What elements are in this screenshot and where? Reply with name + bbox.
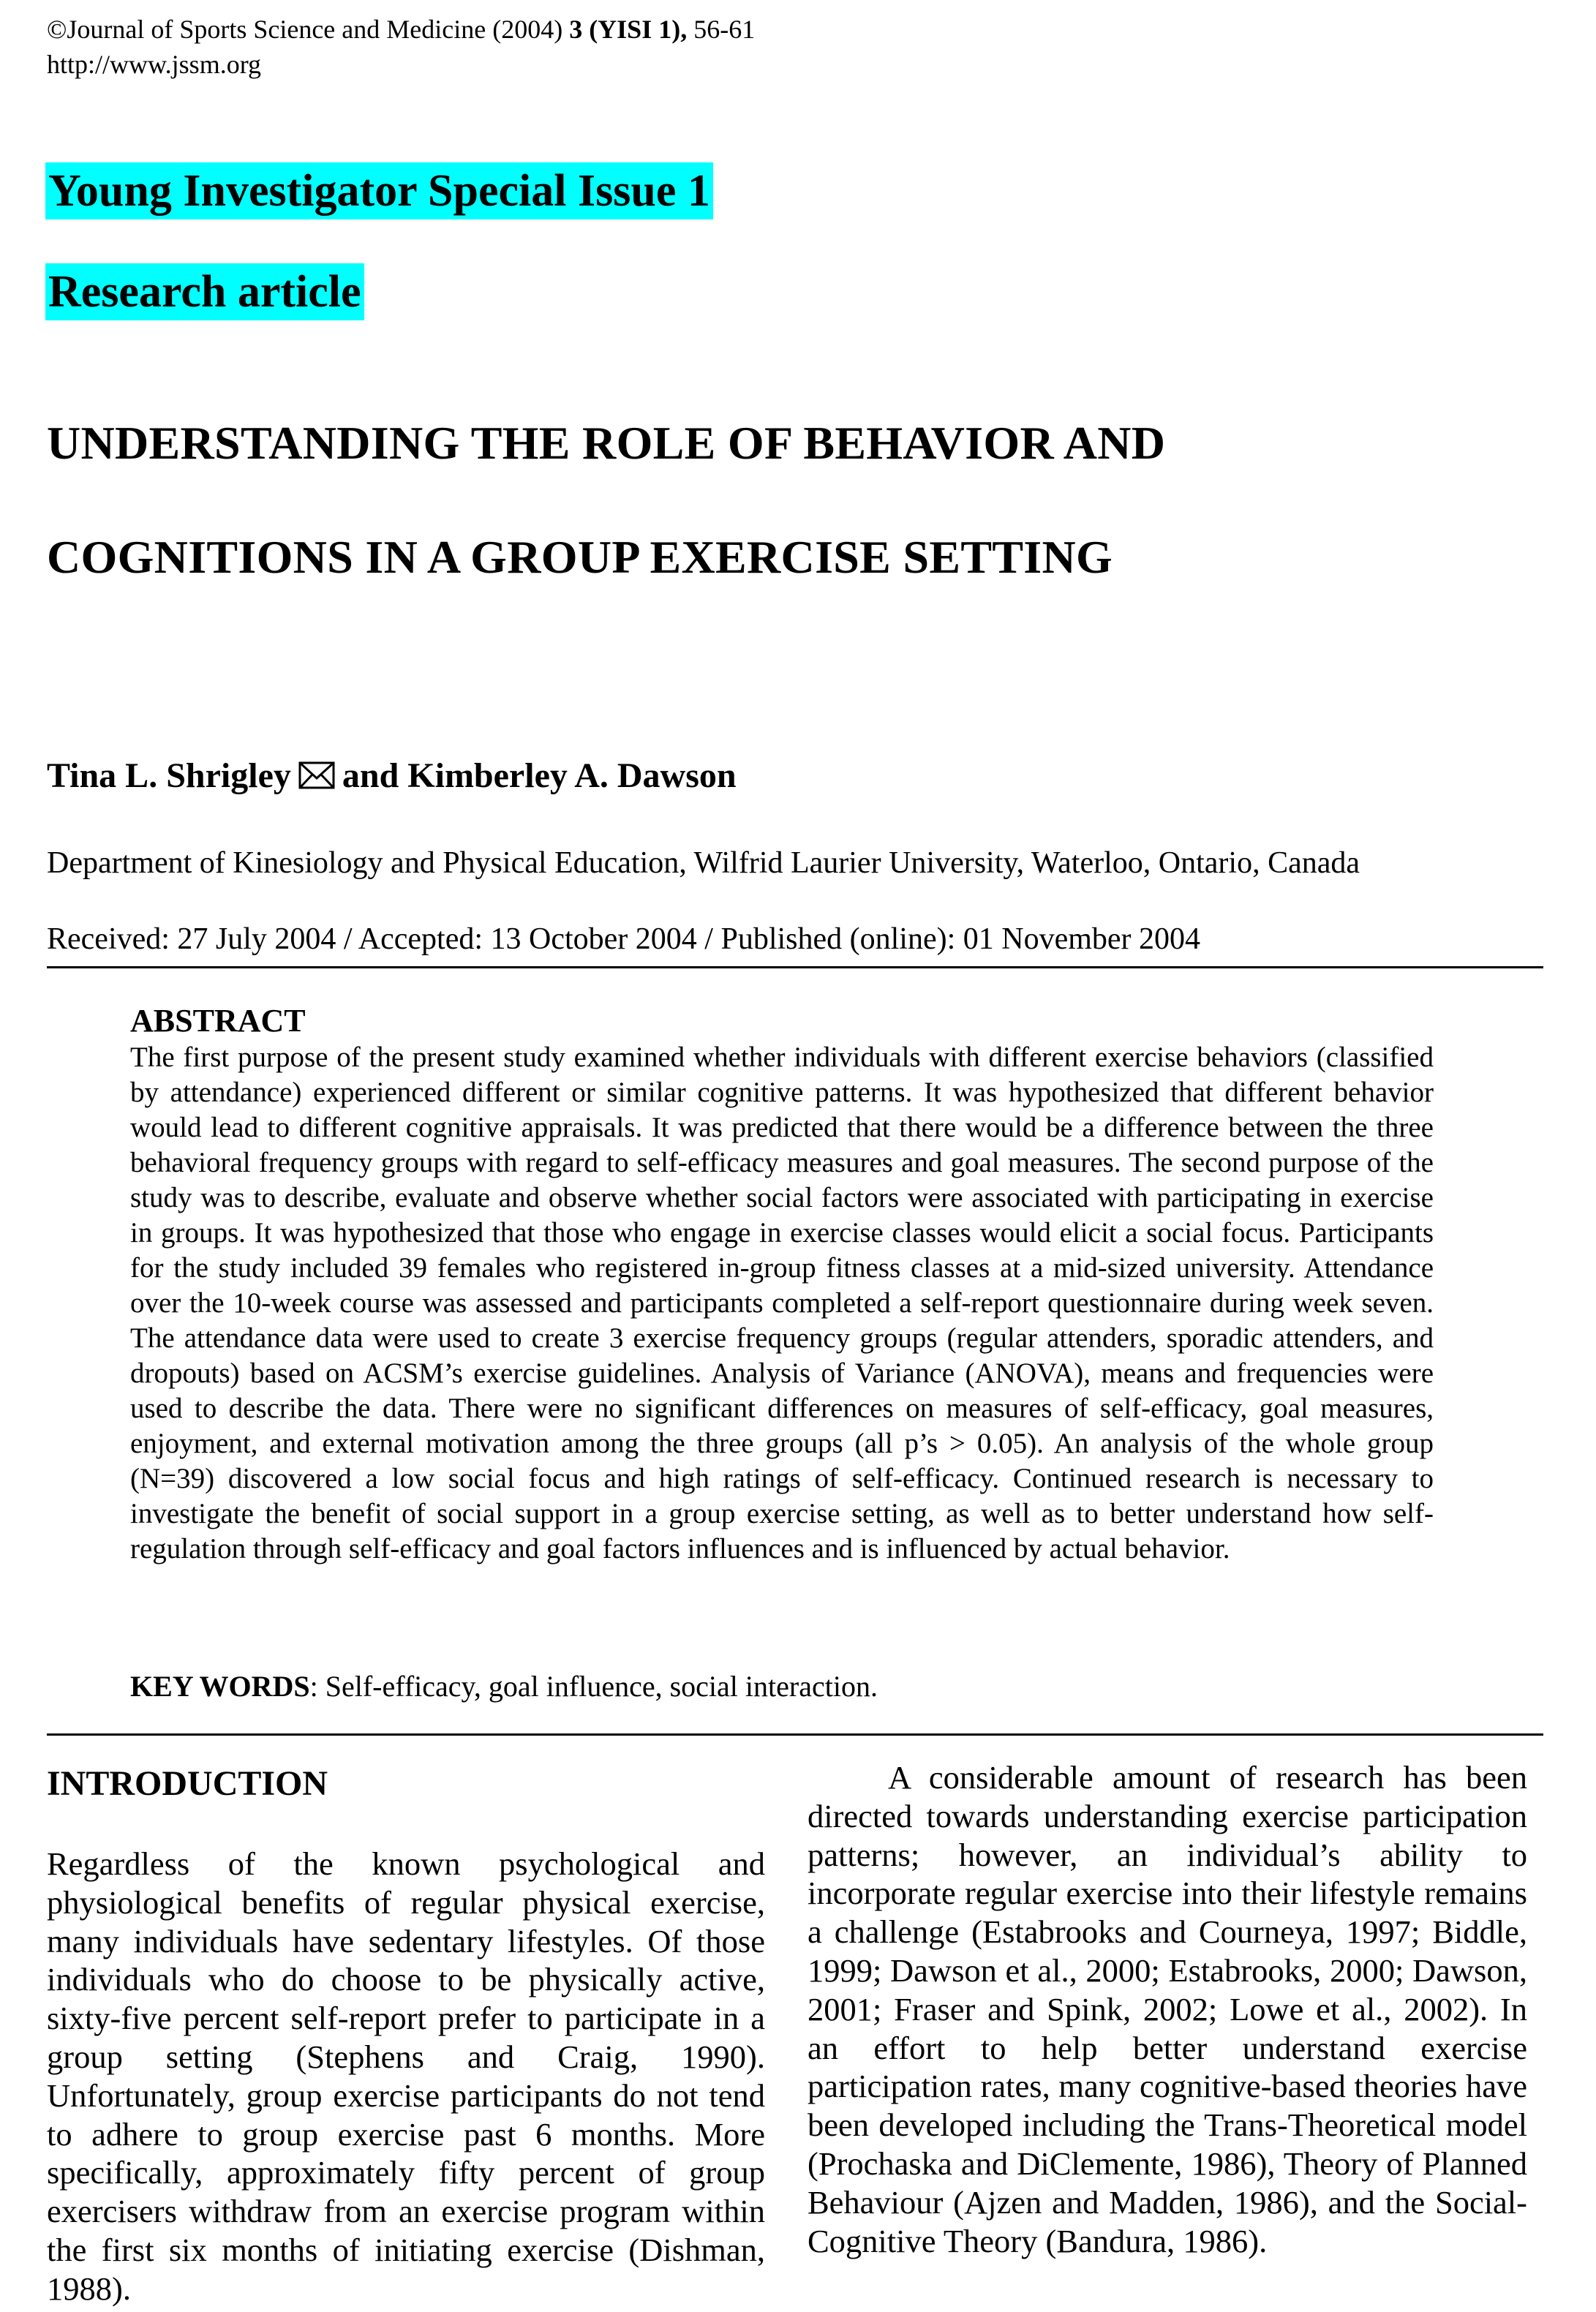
article-title-line-1: UNDERSTANDING THE ROLE OF BEHAVIOR AND (47, 417, 1166, 469)
affiliation: Department of Kinesiology and Physical Education, Wilfrid Laurier University, Waterloo, Ontario, Canada (47, 846, 1360, 880)
introduction-paragraph-left: Regardless of the known psychological and physiological benefits of regular physical exercise, many individuals have sedentary lifestyles. Of those individuals who do choose to be physically active, sixty-five percent self-report prefer to participate in a group setting (Stephens and Craig, 1990). Unfortunately, group exercise participants do not tend to adhere to group exercise past 6 months. More specifically, approximately fifty percent of group exercisers withdraw from an exercise program within the first six months of initiating exercise (Dishman, 1988). (47, 1845, 765, 2307)
publication-dates: Received: 27 July 2004 / Accepted: 13 October 2004 / Published (online): 01 November 2004 (47, 922, 1201, 956)
journal-url[interactable]: http://www.jssm.org (47, 50, 262, 79)
issue-label: Young Investigator Special Issue 1 (45, 162, 713, 219)
keywords-text: : Self-efficacy, goal influence, social interaction. (309, 1670, 878, 1703)
envelope-icon[interactable] (298, 756, 335, 802)
journal-volume-issue: 3 (YISI 1), (569, 15, 688, 44)
introduction-paragraph-right: A considerable amount of research has been directed towards understanding exercise participation patterns; however, an individual’s ability to incorporate regular exercise into their lifestyle remains a challenge (Estabrooks and Courneya, 1997; Biddle, 1999; Dawson et al., 2000; Estabrooks, 2000; Dawson, 2001; Fraser and Spink, 2002; Lowe et al., 2002). In an effort to help better understand exercise participation rates, many cognitive-based theories have been developed including the Trans-Theoretical model (Prochaska and DiClemente, 1986), Theory of Planned Behaviour (Ajzen and Madden, 1986), and the Social-Cognitive Theory (Bandura, 1986). (808, 1759, 1527, 2259)
first-author: Tina L. Shrigley (47, 756, 291, 795)
article-type-label: Research article (45, 263, 364, 320)
divider-top (47, 966, 1543, 968)
abstract-heading: ABSTRACT (130, 1003, 306, 1039)
second-author: and Kimberley A. Dawson (342, 756, 737, 795)
journal-pages: 56-61 (687, 15, 756, 44)
divider-bottom (47, 1733, 1543, 1736)
introduction-heading: INTRODUCTION (47, 1764, 328, 1803)
article-title-line-2: COGNITIONS IN A GROUP EXERCISE SETTING (47, 531, 1113, 583)
journal-citation (47, 12, 755, 47)
abstract-text: The first purpose of the present study examined whether individuals with different exercise behaviors (classified by attendance) experienced different or similar cognitive patterns. It was hypothesized that different behavior would lead to different cognitive appraisals. It was predicted that there would be a difference between the three behavioral frequency groups with regard to self-efficacy measures and goal measures. The second purpose of the study was to describe, evaluate and observe whether social factors were associated with participating in exercise in groups. It was hypothesized that those who engage in exercise classes would elicit a social focus. Participants for the study included 39 females who registered in-group fitness classes at a mid-sized university. Attendance over the 10-week course was assessed and participants completed a self-report questionnaire during week seven. The attendance data were used to create 3 exercise frequency groups (regular attenders, sporadic attenders, and dropouts) based on ACSM’s exercise guidelines. Analysis of Variance (ANOVA), means and frequencies were used to describe the data. There were no significant differences on measures of self-efficacy, goal measures, enjoyment, and external motivation among the three groups (all p’s > 0.05). An analysis of the whole group (N=39) discovered a low social focus and high ratings of self-efficacy. Continued research is necessary to investigate the benefit of social support in a group exercise setting, as well as to better understand how self-regulation through self-efficacy and goal factors influences and is influenced by actual behavior. (130, 1042, 1434, 1564)
keywords-label: KEY WORDS (130, 1670, 310, 1703)
author-list (47, 753, 737, 802)
keywords (130, 1668, 878, 1706)
journal-name: ©Journal of Sports Science and Medicine (2004) (47, 15, 570, 44)
